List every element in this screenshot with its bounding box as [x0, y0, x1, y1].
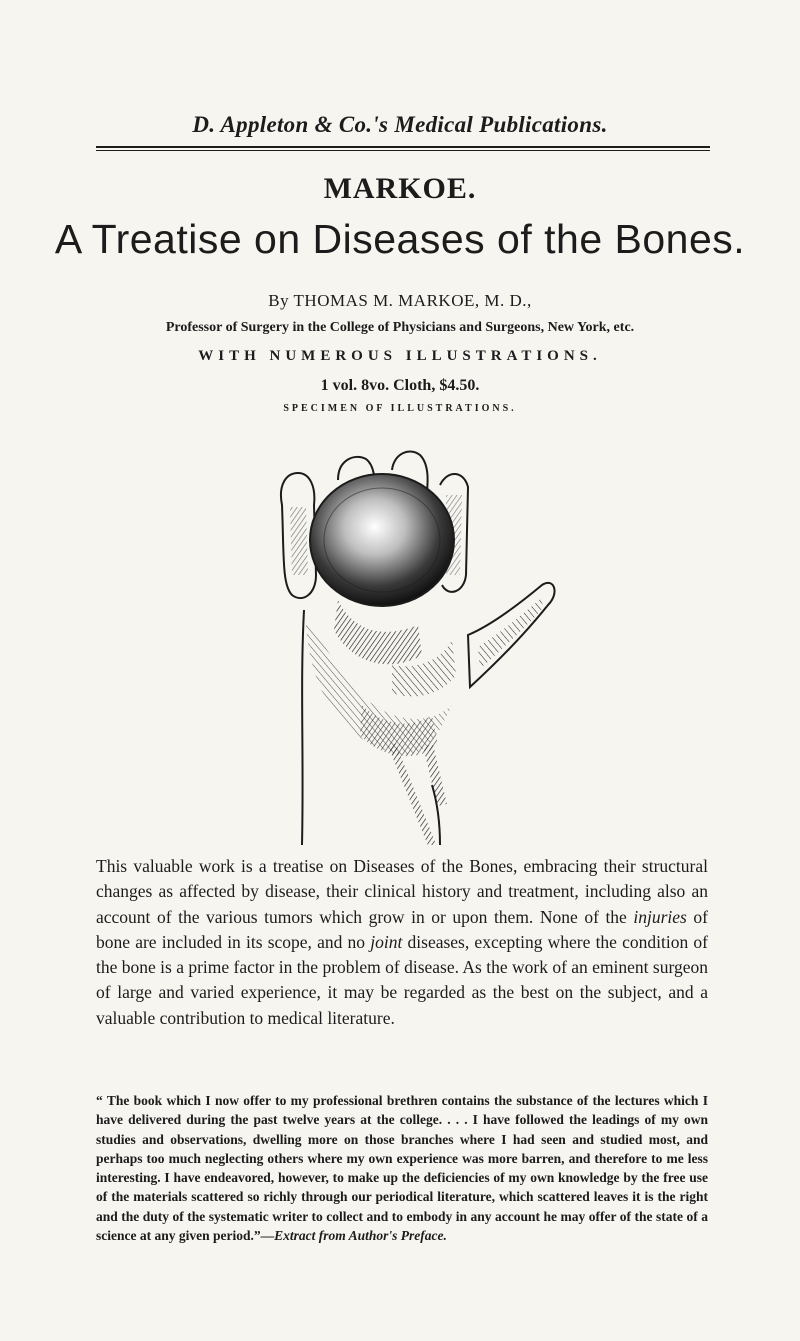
author-affiliation: Professor of Surgery in the College of Physicians and Surgeons, New York, etc.: [165, 320, 635, 335]
description-part-2: of bone are included in its scope, and no: [96, 906, 709, 952]
description-emphasis-injuries: injuries: [633, 906, 687, 927]
book-title: A Treatise on Diseases of the Bones.: [54, 216, 746, 262]
header-rule-thick: [96, 146, 710, 148]
specimen-label: SPECIMEN OF ILLUSTRATIONS.: [283, 403, 517, 414]
bone-tumor-hand-engraving-icon: [242, 425, 562, 845]
quote-source: Extract from Author's Preface.: [274, 1228, 447, 1244]
book-description: [96, 854, 708, 1031]
author-byline: By THOMAS M. MARKOE, M. D.,: [268, 291, 532, 310]
description-emphasis-joint: joint: [370, 931, 403, 952]
header-rule-thin: [96, 150, 710, 151]
description-part-3: diseases, excepting where the condition of the bone is a prime factor in the problem of disease. As the work of an eminent surgeon of large and varied experience, it may be regarded as the best on the subject, and a valuable contribution to medical literature.: [96, 931, 709, 1028]
illustrations-note: WITH NUMEROUS ILLUSTRATIONS.: [198, 348, 602, 364]
description-part-1: This valuable work is a treatise on Diseases of the Bones, embracing their structural changes as affected by disease, their clinical history and treatment, including also an account of the various tumors which grow in or upon them. None of the: [96, 856, 708, 927]
preface-extract: [96, 1091, 708, 1245]
author-heading: MARKOE.: [323, 172, 477, 205]
format-price: 1 vol. 8vo. Cloth, $4.50.: [320, 377, 480, 394]
quote-text: “ The book which I now offer to my professional brethren contains the substance of the lectures which I have delivered during the past twelve years at the college. . . . I have followed the leadings of my own studies and observations, dwelling more on those branches where I had seen and studied most, and perhaps too much neglecting others where my own experience was more barren, and therefore to me less interesting. I have endeavored, however, to make up the deficiencies of my own knowledge by the free use of the materials scattered so richly through our periodical literature, which scattered leaves it is the right and the duty of the systematic writer to collect and to embody in any account he may offer of the state of a science at any given period.”—: [96, 1093, 708, 1244]
publisher-header: D. Appleton & Co.'s Medical Publications.: [192, 112, 608, 137]
